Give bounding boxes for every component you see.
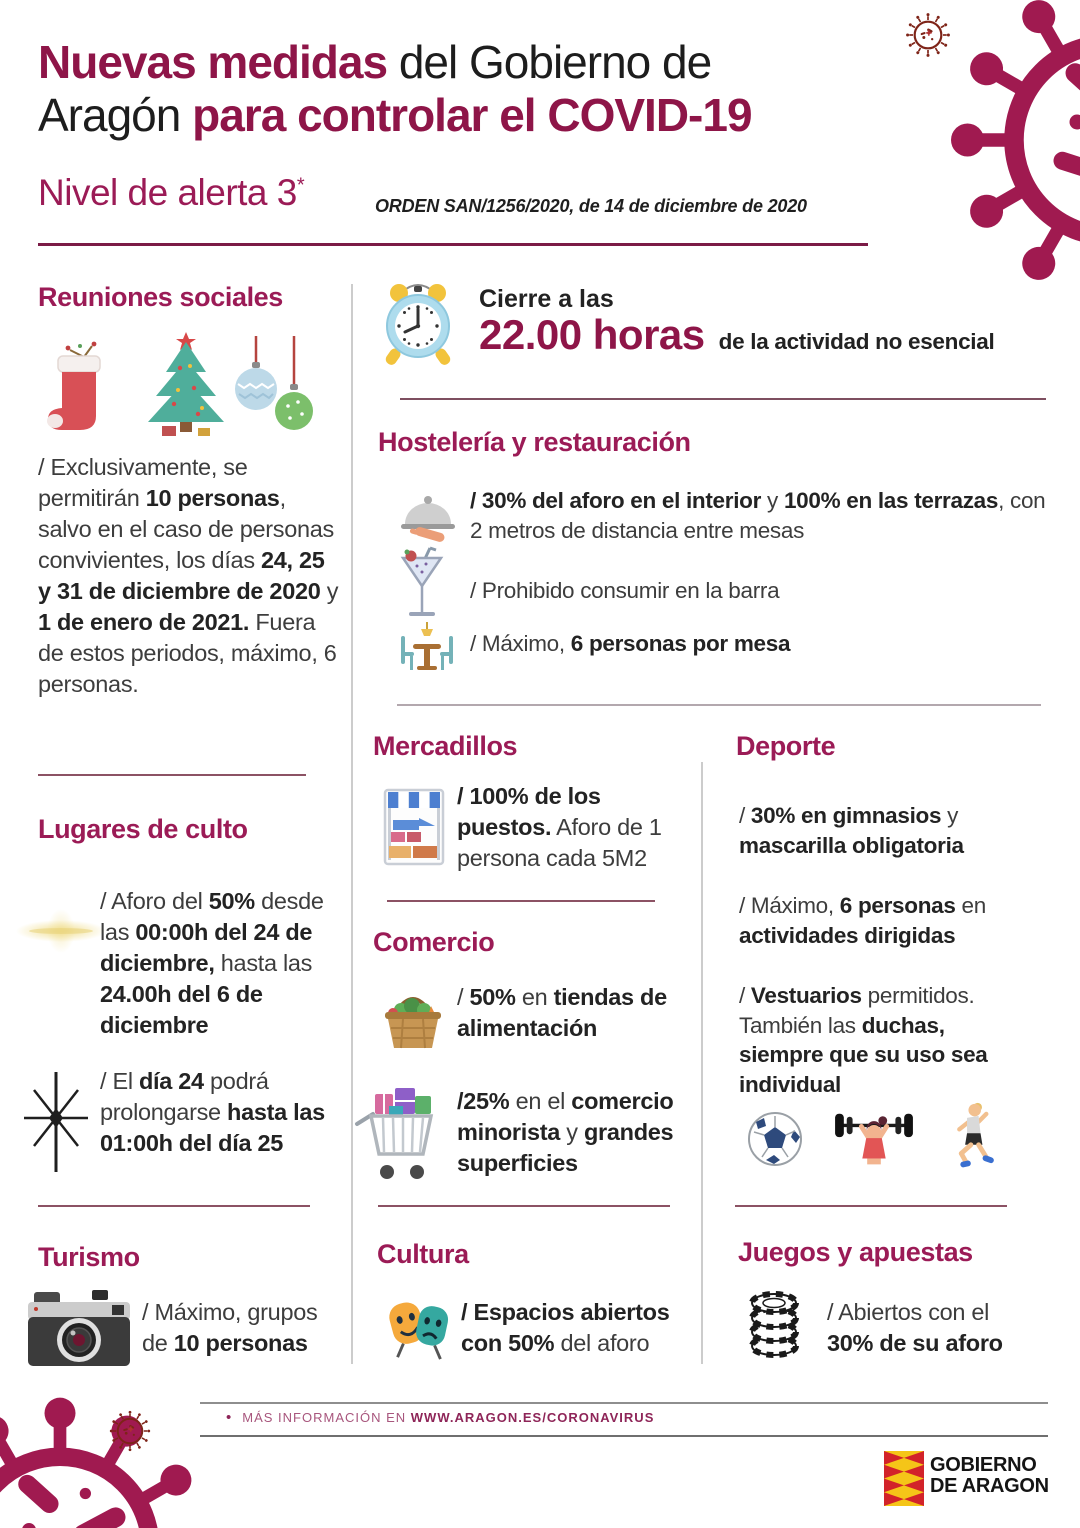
coronavirus-icon-large: [945, 0, 1080, 305]
hosteleria-item-3: / Máximo, 6 personas por mesa: [470, 631, 791, 656]
divider: [387, 900, 655, 902]
theater-masks-icon: [382, 1290, 456, 1362]
candle-glow-icon: [14, 884, 109, 979]
christmas-stocking-icon: [40, 336, 118, 438]
poker-chips-icon: [746, 1290, 802, 1358]
culto-item-1: / Aforo del 50% desde las 00:00h del 24 de diciembre, hasta las 24.00h del 6 de diciembre: [100, 888, 324, 1039]
divider: [38, 1205, 310, 1207]
section-title-cultura: Cultura: [377, 1239, 469, 1269]
mercadillos-item: / 100% de los puestos. Aforo de 1 persona cada 5M2: [457, 783, 662, 872]
section-title-comercio: Comercio: [373, 927, 495, 957]
comercio-item-2: /25% en el comercio minorista y grandes superficies: [457, 1088, 674, 1177]
section-title-juegos: Juegos y apuestas: [738, 1237, 973, 1267]
closure-intro: Cierre a las: [479, 285, 614, 313]
gobierno-aragon-logo: GOBIERNO DE ARAGON: [930, 1454, 1049, 1497]
culto-item-2: / El día 24 podrá prolongarse hasta las 01:00h del día 25: [100, 1068, 325, 1157]
comercio-item-1: / 50% en tiendas de alimentación: [457, 984, 667, 1042]
divider: [378, 1205, 670, 1207]
footer-url-link[interactable]: WWW.ARAGON.ES/CORONAVIRUS: [410, 1410, 655, 1425]
section-title-turismo: Turismo: [38, 1242, 140, 1272]
shopping-cart-icon: [353, 1084, 447, 1186]
order-reference: ORDEN SAN/1256/2020, de 14 de diciembre de 2020: [375, 196, 807, 216]
section-title-culto: Lugares de culto: [38, 814, 248, 844]
reuniones-paragraph: / Exclusivamente, se permitirán 10 personas, salvo en el caso de personas convivientes, los días 24, 25 y 31 de diciembre de 2020 y 1 de enero de 2021. Fuera de estos periodos, máximo, 6 personas.: [38, 454, 339, 698]
alert-level: Nivel de alerta 3*: [38, 172, 305, 213]
christmas-ornaments-icon: [232, 336, 320, 444]
column-divider-right: [701, 762, 703, 1364]
bullet-icon: •: [226, 1409, 233, 1426]
runner-icon: [942, 1100, 994, 1178]
section-title-reuniones: Reuniones sociales: [38, 282, 283, 312]
camera-icon: [28, 1290, 130, 1368]
soccer-ball-icon: [746, 1110, 804, 1168]
turismo-item: / Máximo, grupos de 10 personas: [142, 1299, 318, 1357]
closure-scope: de la actividad no esencial: [718, 329, 995, 354]
alarm-clock-icon: [372, 276, 464, 368]
hosteleria-item-1: / 30% del aforo en el interior y 100% en las terrazas, con 2 metros de distancia entre mesas: [470, 488, 1046, 543]
cocktail-icon: [399, 546, 445, 624]
footer-divider-bottom: [200, 1435, 1048, 1437]
section-title-deporte: Deporte: [736, 731, 836, 761]
cultura-item: / Espacios abiertos con 50% del aforo: [461, 1299, 670, 1357]
market-stall-icon: [383, 784, 445, 868]
deporte-item-1: / 30% en gimnasios y mascarilla obligatoria: [739, 803, 964, 858]
divider: [397, 704, 1041, 706]
deporte-item-3: / Vestuarios permitidos. También las duchas, siempre que su uso sea individual: [739, 983, 988, 1098]
column-divider-left: [351, 284, 353, 1364]
christmas-tree-icon: [142, 330, 230, 442]
footer-info-text: MÁS INFORMACIÓN EN WWW.ARAGON.ES/CORONAVIRUS: [242, 1410, 655, 1425]
divider: [38, 774, 306, 776]
deporte-item-2: / Máximo, 6 personas en actividades dirigidas: [739, 893, 986, 948]
table-chairs-icon: [394, 620, 460, 680]
footer-divider-top: [200, 1402, 1048, 1404]
weightlifting-icon: [835, 1106, 913, 1178]
section-title-hosteleria: Hostelería y restauración: [378, 427, 691, 457]
page-title: Nuevas medidas del Gobierno de Aragón para controlar el COVID-19: [38, 36, 752, 142]
coronavirus-icon-small: [107, 1408, 153, 1454]
grocery-basket-icon: [381, 980, 445, 1052]
header-divider: [38, 243, 868, 246]
food-cloche-icon: [397, 486, 459, 548]
bethlehem-star-icon: [20, 1068, 92, 1176]
closure-time: 22.00 horas: [479, 311, 705, 358]
divider: [400, 398, 1046, 400]
juegos-item: / Abiertos con el 30% de su aforo: [827, 1299, 1003, 1357]
divider: [735, 1205, 1007, 1207]
hosteleria-item-2: / Prohibido consumir en la barra: [470, 578, 780, 603]
aragon-flag-icon: [884, 1451, 924, 1506]
footer-info: [226, 1409, 654, 1426]
section-title-mercadillos: Mercadillos: [373, 731, 518, 761]
